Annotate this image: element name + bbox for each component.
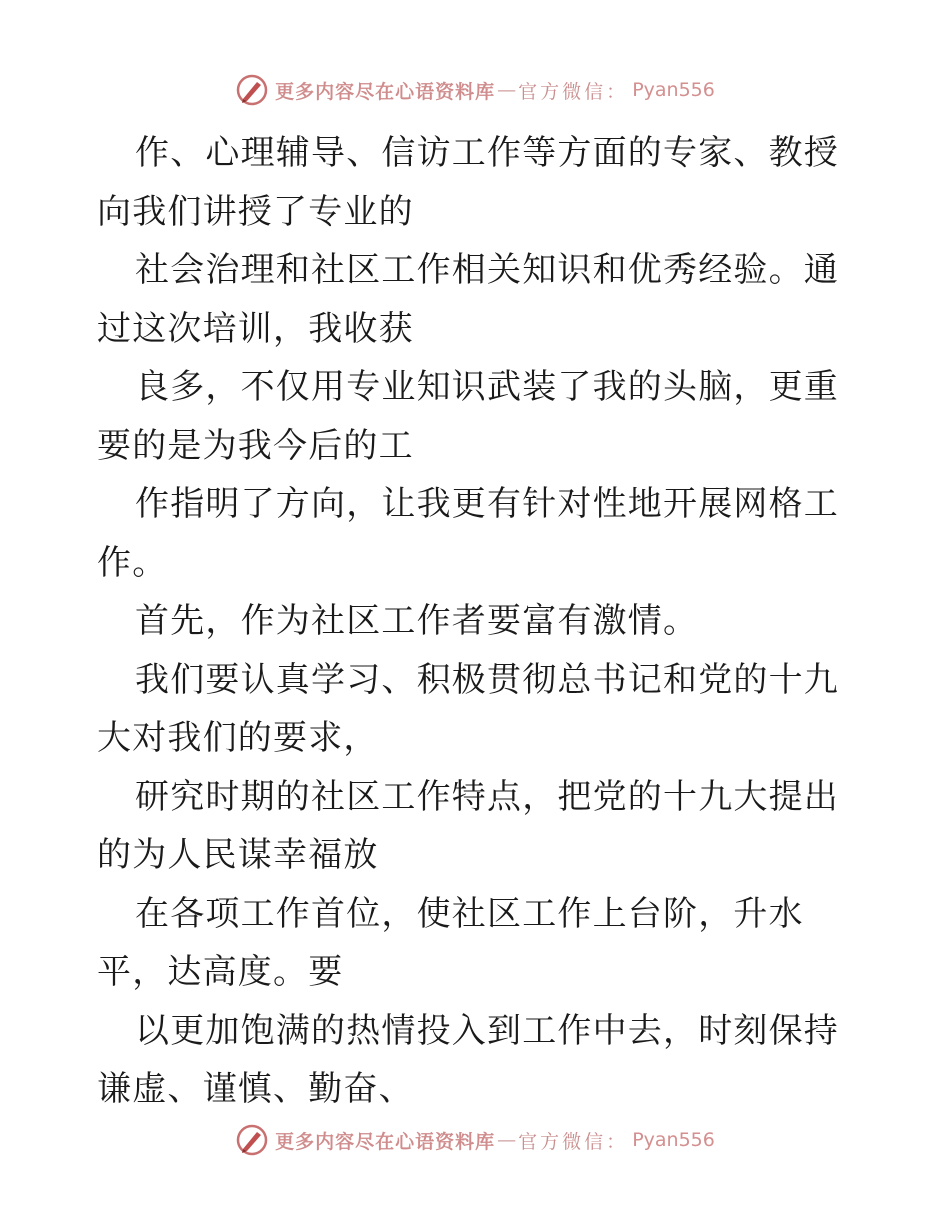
footer-watermark xyxy=(0,1120,950,1160)
paragraph-7: 研究时期的社区工作特点，把党的十九大提出的为人民谋幸福放 xyxy=(97,776,839,875)
watermark-wechat-id: Pyan556 xyxy=(632,79,715,101)
paragraph-1: 作、心理辅导、信访工作等方面的专家、教授向我们讲授了专业的 xyxy=(97,133,839,232)
pen-logo-icon xyxy=(235,73,269,107)
pen-logo-icon xyxy=(235,1123,269,1157)
paragraph-4: 作指明了方向，让我更有针对性地开展网格工作。 xyxy=(97,484,839,583)
watermark-official-label: 官方微信： xyxy=(518,80,629,103)
paragraph-5: 首先，作为社区工作者要富有激情。 xyxy=(135,601,699,641)
watermark-official-label: 官方微信： xyxy=(518,1130,629,1153)
watermark-separator: — xyxy=(497,1129,517,1151)
paragraph-3: 良多，不仅用专业知识武装了我的头脑，更重要的是为我今后的工 xyxy=(97,367,839,466)
watermark-wechat-id: Pyan556 xyxy=(632,1129,715,1151)
paragraph-8: 在各项工作首位，使社区工作上台阶，升水平，达高度。要 xyxy=(97,893,804,992)
watermark-main-text: 更多内容尽在心语资料库 xyxy=(275,80,496,103)
paragraph-9: 以更加饱满的热情投入到工作中去，时刻保持谦虚、谨慎、勤奋、 xyxy=(97,1010,839,1109)
paragraph-2: 社会治理和社区工作相关知识和优秀经验。通过这次培训，我收获 xyxy=(97,250,839,349)
watermark-main-text: 更多内容尽在心语资料库 xyxy=(275,1130,496,1153)
paragraph-6: 我们要认真学习、积极贯彻总书记和党的十九大对我们的要求， xyxy=(97,659,839,758)
watermark-separator: — xyxy=(497,79,517,101)
document-body xyxy=(97,124,857,1119)
header-watermark xyxy=(0,70,950,110)
